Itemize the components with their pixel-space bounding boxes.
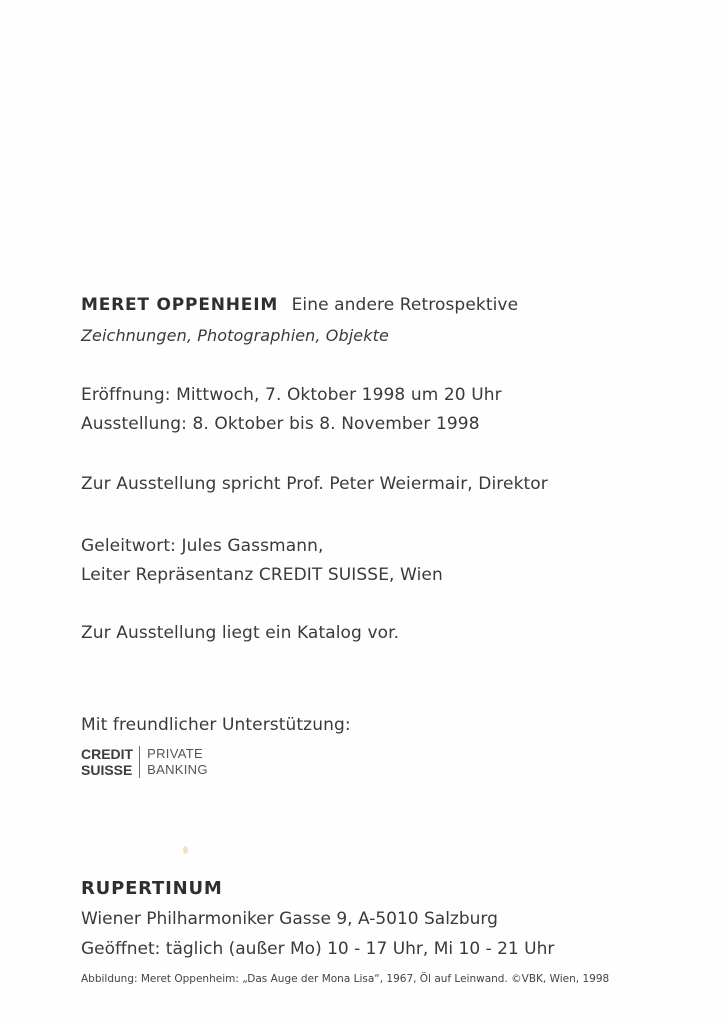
title-line [81,290,518,320]
media-line: Zeichnungen, Photographien, Objekte [81,326,389,345]
opening-date: Eröffnung: Mittwoch, 7. Oktober 1998 um 20 Uhr [81,385,502,405]
catalog-note: Zur Ausstellung liegt ein Katalog vor. [81,623,400,643]
venue-address: Wiener Philharmoniker Gasse 9, A-5010 Salzburg [81,909,498,929]
credit-suisse-logo [81,746,208,778]
image-caption: Abbildung: Meret Oppenheim: „Das Auge der Mona Lisa“, 1967, Öl auf Leinwand. ©VBK, Wien, 1998 [81,973,610,985]
artist-name: MERET OPPENHEIM [81,295,279,315]
exhibition-dates: Ausstellung: 8. Oktober bis 8. November 1998 [81,414,480,434]
logo-private: PRIVATE [147,746,203,761]
paper-speck [183,846,188,854]
logo-wordmark [81,746,140,778]
opening-hours: Geöffnet: täglich (außer Mo) 10 - 17 Uhr, Mi 10 - 21 Uhr [81,939,555,959]
foreword-line-1: Geleitwort: Jules Gassmann, [81,536,324,556]
logo-suisse: SUISSE [81,762,133,778]
logo-credit: CREDIT [81,746,134,762]
foreword-line-2: Leiter Repräsentanz CREDIT SUISSE, Wien [81,565,443,585]
exhibition-subtitle: Eine andere Retrospektive [291,295,519,315]
support-label: Mit freundlicher Unterstützung: [81,715,351,735]
logo-banking: BANKING [147,762,208,777]
venue-name: RUPERTINUM [81,878,223,899]
logo-division [140,746,208,778]
speaker-line: Zur Ausstellung spricht Prof. Peter Weiermair, Direktor [81,474,548,494]
